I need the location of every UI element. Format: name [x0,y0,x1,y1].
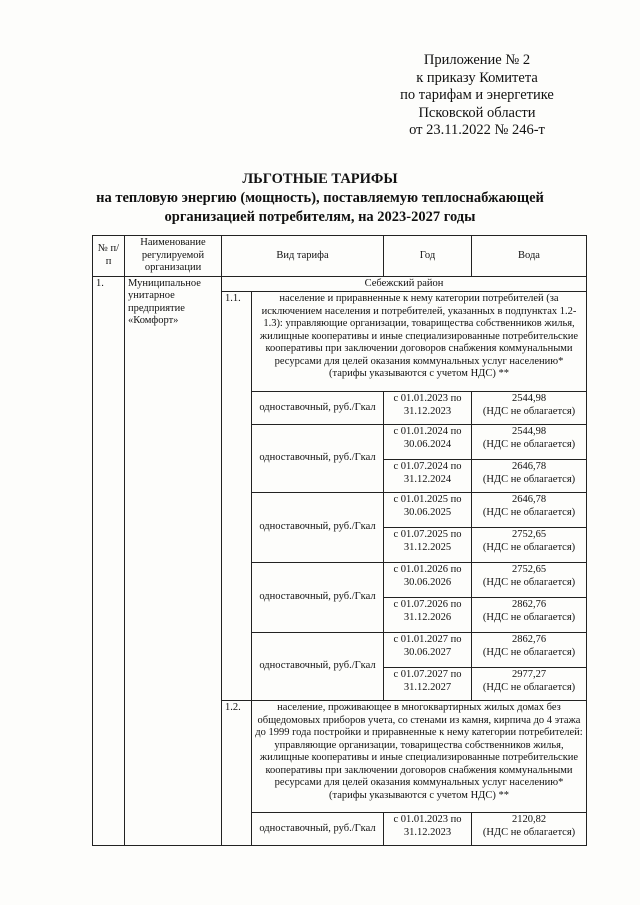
appendix-line: по тарифам и энергетике [400,87,554,103]
period: с 01.07.2025 по 31.12.2025 [384,528,472,563]
tariff-value: 2752,65 [511,529,547,540]
value [472,392,587,425]
district-row [93,276,587,292]
section-num: 1.2. [222,701,252,846]
district-name: Себежский район [222,276,587,292]
period: с 01.01.2023 по 31.12.2023 [384,813,472,846]
value [472,493,587,528]
rate-type: одноставочный, руб./Гкал [252,425,384,493]
period: с 01.01.2023 по 31.12.2023 [384,392,472,425]
tariff-value: 2544,98 [511,426,547,437]
header-num: № п/п [93,236,125,277]
section-description: население, проживающее в многоквартирных жилых домах без общедомовых приборов учета, со стенами из камня, кирпича до 4 этажа до 1999 года постройки и приравненные к нему категории потребителей: управляющие организации, товарищества собственников жилья, жилищные кооперативы и иные специализированные потребительские кооперативы при заключении договоров снабжения коммунальными ресурсами для целей оказания коммунальных услуг населению* (тарифы указываются с учетом НДС) ** [252,701,587,813]
tariff-value: 2977,27 [511,669,547,680]
org-name: Муниципальное унитарное предприятие «Комфорт» [125,276,222,846]
title-line-3: организацией потребителям, на 2023-2027 годы [164,209,476,225]
value [472,528,587,563]
period: с 01.01.2027 по 30.06.2027 [384,633,472,668]
value [472,668,587,701]
header-type: Вид тарифа [222,236,384,277]
vat-note: (НДС не облагается) [482,826,576,838]
vat-note: (НДС не облагается) [482,681,576,693]
value [472,563,587,598]
rate-type: одноставочный, руб./Гкал [252,493,384,563]
tariff-value: 2646,78 [511,494,547,505]
period: с 01.07.2027 по 31.12.2027 [384,668,472,701]
vat-note: (НДС не облагается) [482,611,576,623]
period: с 01.01.2025 по 30.06.2025 [384,493,472,528]
vat-note: (НДС не облагается) [482,473,576,485]
section-num: 1.1. [222,292,252,701]
period: с 01.07.2024 по 31.12.2024 [384,460,472,493]
value [472,425,587,460]
vat-note: (НДС не облагается) [482,646,576,658]
section-description: население и приравненные к нему категории потребителей (за исключением населения и потребителей, указанных в подпунктах 1.2-1.3): управляющие организации, товарищества собственников жилья, жилищные кооперативы и иные специализированные потребительские кооперативы при заключении договоров снабжения коммунальными ресурсами для целей оказания коммунальных услуг населению* (тарифы указываются с учетом НДС) ** [252,292,587,392]
appendix-line: Псковской области [418,104,536,121]
period: с 01.01.2026 по 30.06.2026 [384,563,472,598]
tariff-table [92,235,587,846]
document-title [0,170,640,227]
title-line-1: ЛЬГОТНЫЕ ТАРИФЫ [242,171,398,187]
tariff-value: 2752,65 [511,564,547,575]
tariff-value: 2862,76 [511,599,547,610]
header-org: Наименование регулируемой организации [125,236,222,277]
header-water: Вода [472,236,587,277]
vat-note: (НДС не облагается) [482,541,576,553]
value [472,633,587,668]
tariff-value: 2544,98 [511,393,547,404]
value [472,813,587,846]
appendix-line: к приказу Комитета [416,69,538,86]
appendix-line: Приложение № 2 [423,52,531,68]
period: с 01.07.2026 по 31.12.2026 [384,598,472,633]
table-header-row [93,236,587,277]
title-line-2: на тепловую энергию (мощность), поставляемую теплоснабжающей [96,190,544,206]
tariff-value: 2646,78 [511,461,547,472]
rate-type: одноставочный, руб./Гкал [252,633,384,701]
value [472,598,587,633]
rate-type: одноставочный, руб./Гкал [252,392,384,425]
header-year: Год [384,236,472,277]
period: с 01.01.2024 по 30.06.2024 [384,425,472,460]
appendix-header [372,52,582,140]
tariff-value: 2120,82 [511,814,547,825]
vat-note: (НДС не облагается) [482,405,576,417]
appendix-line: от 23.11.2022 № 246-т [409,122,545,138]
row-num: 1. [93,276,125,846]
vat-note: (НДС не облагается) [482,576,576,588]
tariff-value: 2862,76 [511,634,547,645]
value [472,460,587,493]
vat-note: (НДС не облагается) [482,438,576,450]
vat-note: (НДС не облагается) [482,506,576,518]
rate-type: одноставочный, руб./Гкал [252,563,384,633]
rate-type: одноставочный, руб./Гкал [252,813,384,846]
